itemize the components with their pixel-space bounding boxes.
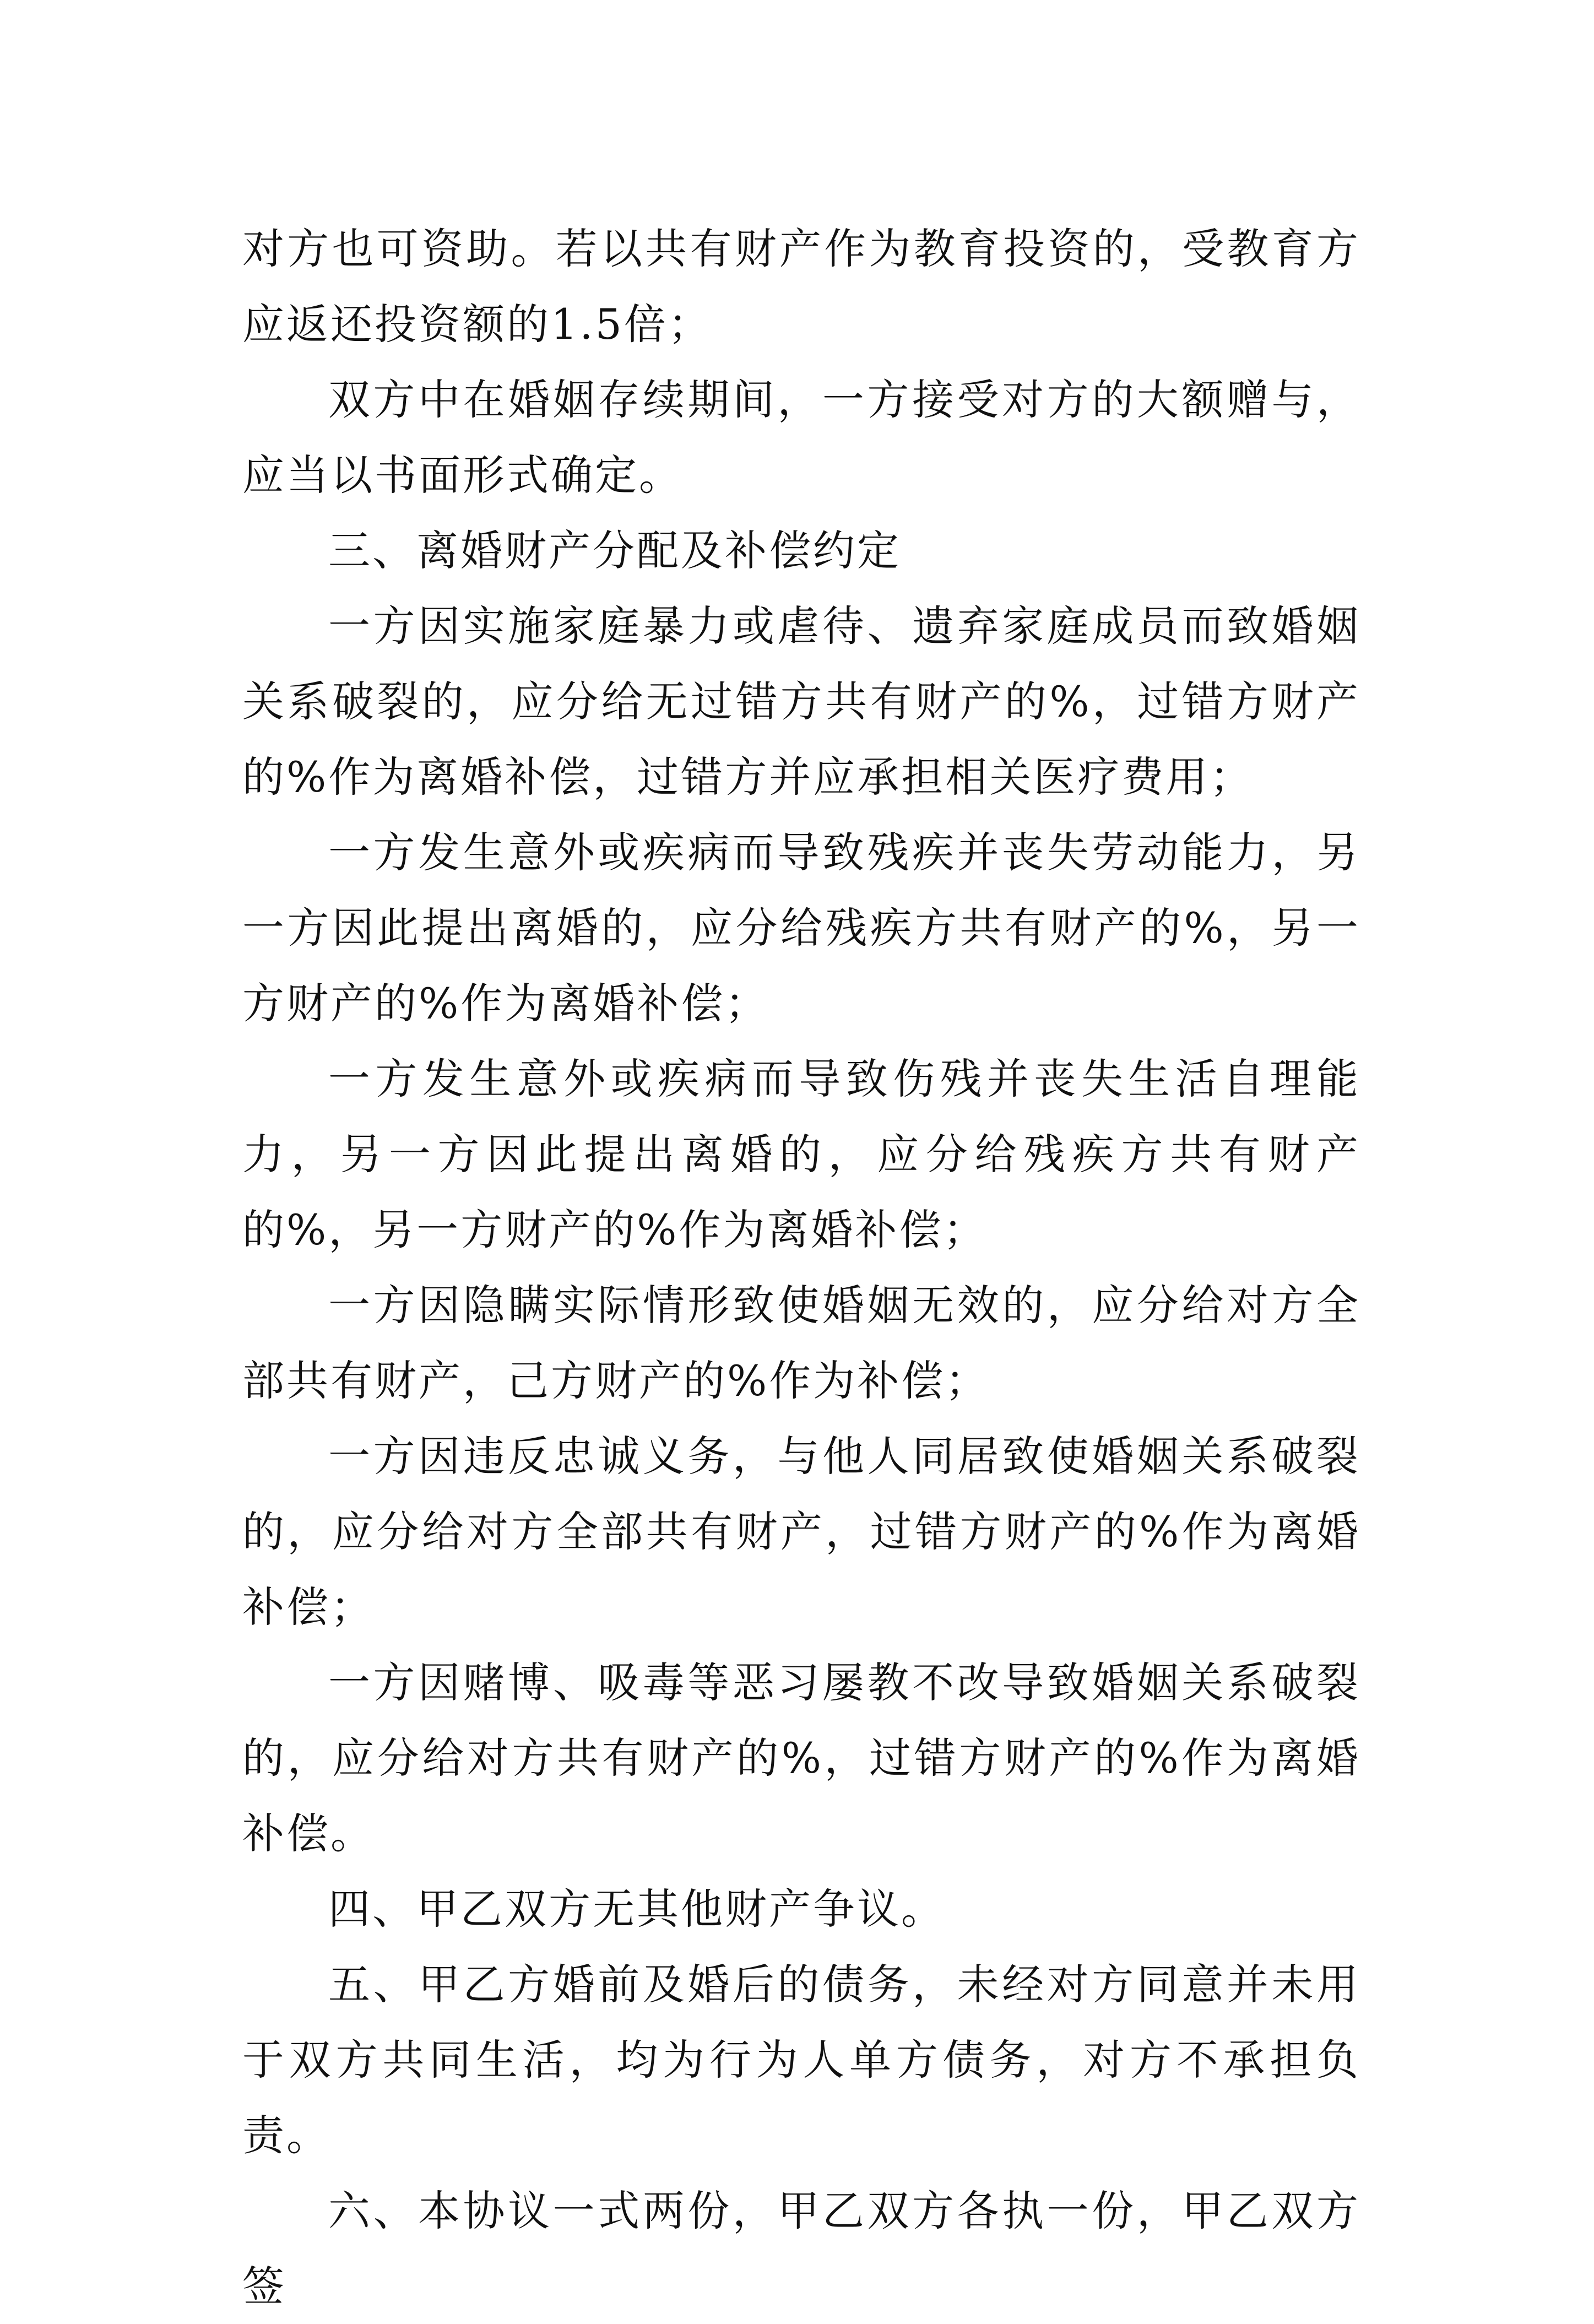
paragraph-loyalty-violation: 一方因违反忠诚义务，与他人同居致使婚姻关系破裂的，应分给对方全部共有财产，过错方财产的%作为离婚补偿；	[242, 1432, 1360, 1632]
section-debts: 五、甲乙方婚前及婚后的债务，未经对方同意并未用于双方共同生活，均为行为人单方债务，对方不承担负责。	[242, 1960, 1360, 2160]
paragraph-gambling-drugs: 一方因赌博、吸毒等恶习屡教不改导致婚姻关系破裂的，应分给对方共有财产的%，过错方财产的%作为离婚补偿。	[242, 1658, 1360, 1858]
paragraph-disability-labor: 一方发生意外或疾病而导致残疾并丧失劳动能力，另一方因此提出离婚的，应分给残疾方共有财产的%，另一方财产的%作为离婚补偿；	[242, 828, 1360, 1028]
paragraph-disability-self-care: 一方发生意外或疾病而导致伤残并丧失生活自理能力，另一方因此提出离婚的，应分给残疾方共有财产的%，另一方财产的%作为离婚补偿；	[242, 1054, 1360, 1254]
paragraph-gift-written-form: 双方中在婚姻存续期间，一方接受对方的大额赠与，应当以书面形式确定。	[242, 375, 1360, 500]
section-heading-divorce-property: 三、离婚财产分配及补偿约定	[328, 526, 901, 575]
section-copies: 六、本协议一式两份，甲乙双方各执一份，甲乙双方签	[242, 2186, 1360, 2311]
document-body	[242, 211, 1360, 2324]
paragraph-concealment: 一方因隐瞒实际情形致使婚姻无效的，应分给对方全部共有财产，己方财产的%作为补偿；	[242, 1281, 1360, 1405]
paragraph-domestic-violence: 一方因实施家庭暴力或虐待、遗弃家庭成员而致婚姻关系破裂的，应分给无过错方共有财产的%，过错方财产的%作为离婚补偿，过错方并应承担相关医疗费用；	[242, 602, 1360, 801]
paragraph-education-investment: 对方也可资助。若以共有财产作为教育投资的，受教育方应返还投资额的1.5倍；	[242, 224, 1360, 349]
section-no-other-disputes: 四、甲乙双方无其他财产争议。	[328, 1884, 945, 1933]
